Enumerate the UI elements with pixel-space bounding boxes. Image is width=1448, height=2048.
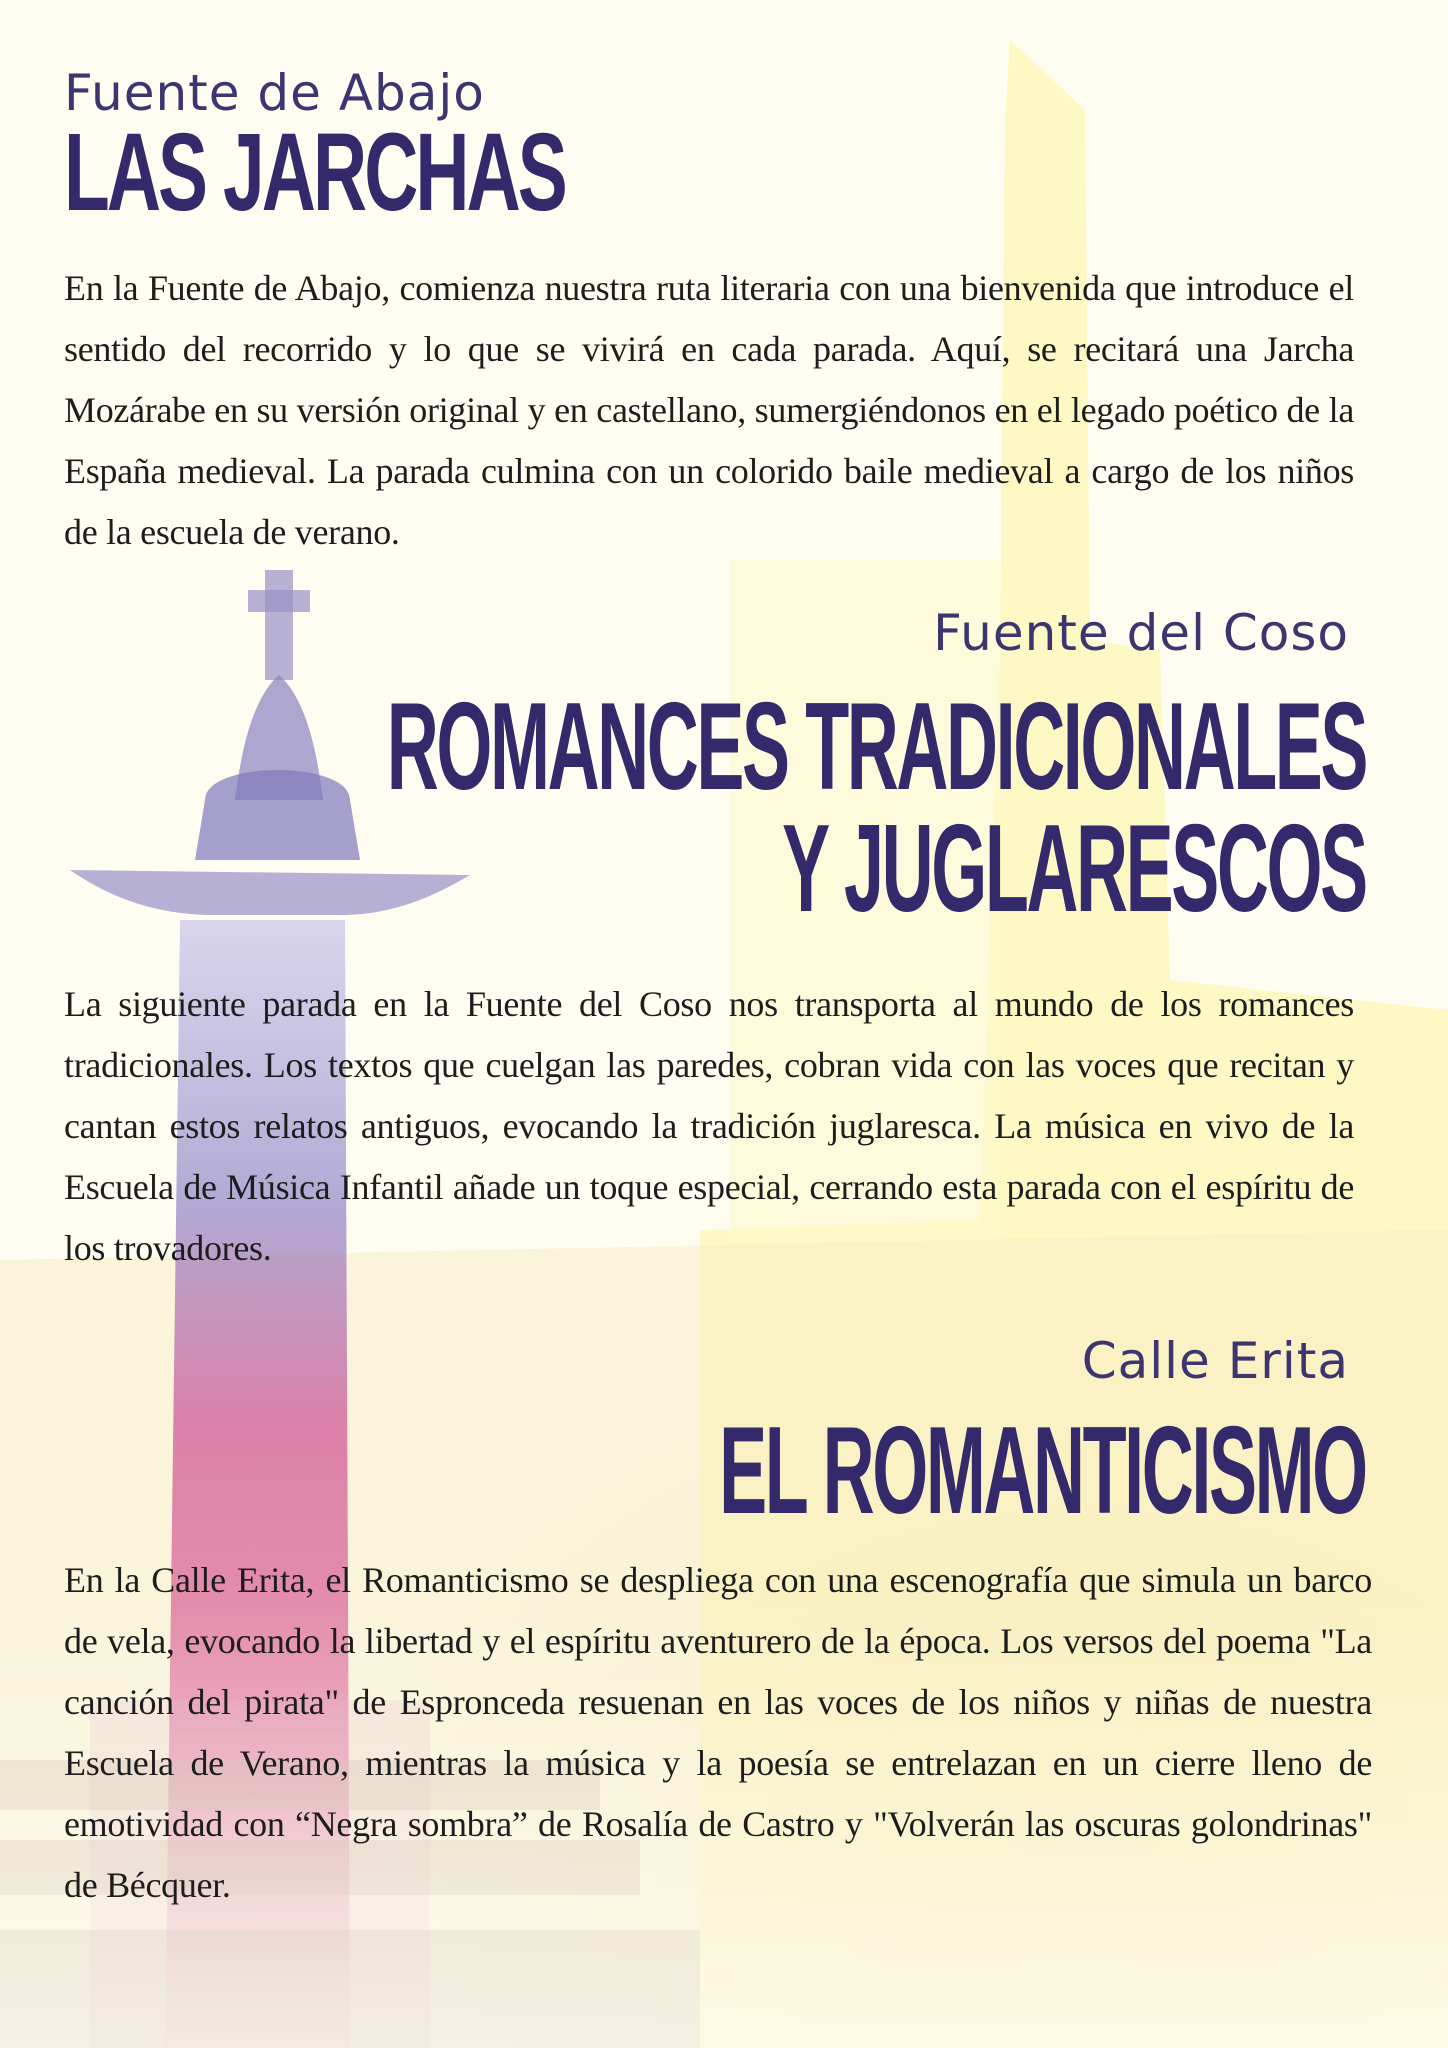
section-2-place: Fuente del Coso: [933, 604, 1349, 662]
section-3-title: EL ROMANTICISMO: [719, 1400, 1366, 1540]
section-1-title: LAS JARCHAS: [64, 111, 565, 235]
section-3-place: Calle Erita: [1081, 1332, 1349, 1390]
section-1-place: Fuente de Abajo: [64, 64, 485, 122]
section-2-text: La siguiente parada en la Fuente del Coso nos transporta al mundo de los romances tradicionales. Los textos que cuelgan las paredes, cobran vida con las voces que recitan y cantan estos relatos antiguos, evocando la tradición juglaresca. La música en vivo de la Escuela de Música Infantil añade un toque especial, cerrando esta parada con el espíritu de los trovadores.: [64, 984, 1354, 1268]
section-3-text: En la Calle Erita, el Romanticismo se despliega con una escenografía que simula un barco de vela, evocando la libertad y el espíritu aventurero de la época. Los versos del poema "La canción del pirata" de Espronceda resuenan en las voces de los niños y niñas de nuestra Escuela de Verano, mientras la música y la poesía se entrelazan en un cierre lleno de emotividad con “Negra sombra” de Rosalía de Castro y "Volverán las oscuras golondrinas" de Bécquer.: [64, 1560, 1372, 1905]
section-2-title-line-1: ROMANCES TRADICIONALES: [386, 676, 1366, 816]
section-2-title-line-2: Y JUGLARESCOS: [782, 798, 1366, 938]
section-1-text: En la Fuente de Abajo, comienza nuestra ruta literaria con una bienvenida que introduce el sentido del recorrido y lo que se vivirá en cada parada. Aquí, se recitará una Jarcha Mozárabe en su versión original y en castellano, sumergiéndonos en el legado poético de la España medieval. La parada culmina con un colorido baile medieval a cargo de los niños de la escuela de verano.: [64, 268, 1354, 552]
